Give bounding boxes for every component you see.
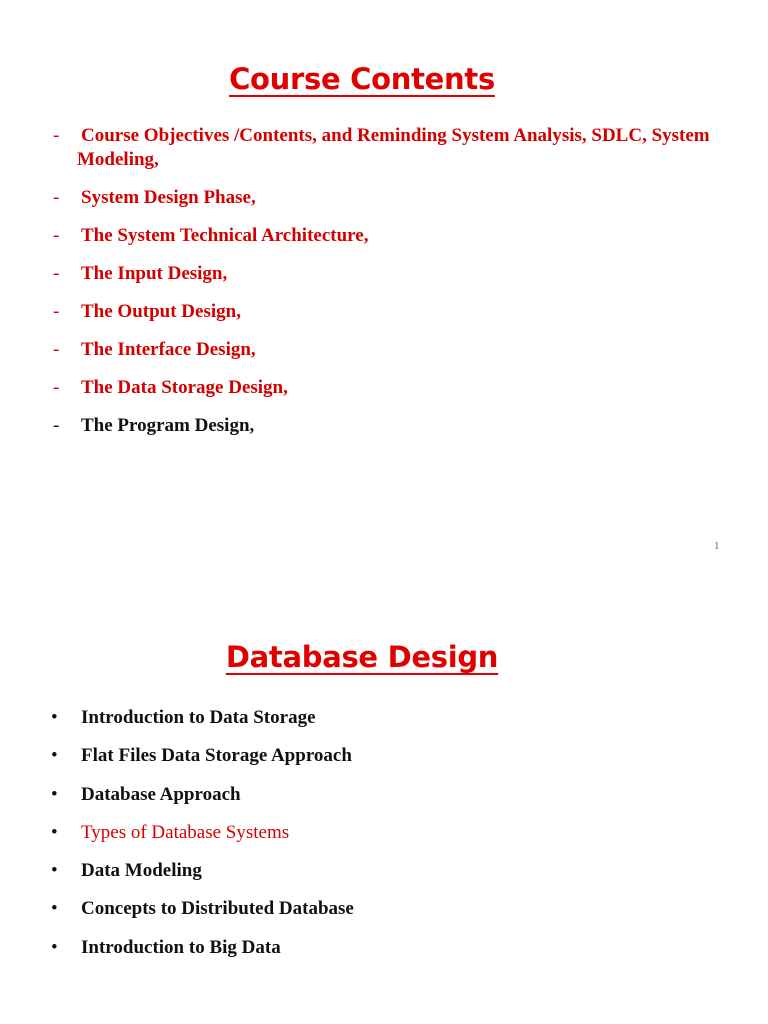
list-item-text: System Design Phase, xyxy=(81,187,256,208)
database-design-list xyxy=(0,706,768,974)
list-item-text: Data Modeling xyxy=(81,860,202,882)
list-item xyxy=(0,859,768,883)
list-item-text: Introduction to Big Data xyxy=(81,936,281,958)
slide-title xyxy=(0,62,724,96)
list-item-text: Types of Database Systems xyxy=(81,821,290,843)
bullet-marker: • xyxy=(51,898,58,920)
list-item xyxy=(0,897,768,921)
title-text: Course Contents xyxy=(229,62,495,96)
list-item-text: The Interface Design, xyxy=(81,339,256,360)
slide-title xyxy=(0,640,724,674)
list-item-text: Course Objectives /Contents, and Reminding System Analysis, SDLC, System Modeling, xyxy=(77,125,710,170)
title-text: Database Design xyxy=(225,640,499,674)
list-item-text: The Program Design, xyxy=(81,415,255,436)
dash-marker: - xyxy=(53,301,60,322)
list-item-text: Flat Files Data Storage Approach xyxy=(81,745,352,767)
list-item-text: Concepts to Distributed Database xyxy=(81,898,354,920)
slide-database-design xyxy=(0,580,768,1024)
list-item xyxy=(0,124,737,172)
list-item xyxy=(0,376,741,400)
list-item xyxy=(0,821,768,845)
list-item xyxy=(0,262,741,286)
bullet-marker: • xyxy=(51,821,58,843)
list-item xyxy=(0,186,741,210)
list-item-text: The System Technical Architecture, xyxy=(81,225,369,246)
list-item xyxy=(0,224,741,248)
dash-marker: - xyxy=(53,263,60,284)
bullet-marker: • xyxy=(51,745,58,767)
list-item xyxy=(0,783,768,807)
list-item xyxy=(0,744,768,768)
list-item xyxy=(0,338,741,362)
list-item xyxy=(0,936,768,960)
list-item-text: The Input Design, xyxy=(81,263,228,284)
list-item-text: Database Approach xyxy=(81,783,241,805)
list-item xyxy=(0,706,768,730)
dash-marker: - xyxy=(53,187,60,208)
list-item-text: Introduction to Data Storage xyxy=(81,707,316,728)
list-item xyxy=(0,300,741,324)
dash-marker: - xyxy=(53,225,60,246)
bullet-marker: • xyxy=(51,936,58,958)
dash-marker: - xyxy=(53,125,60,146)
course-contents-list xyxy=(0,124,768,452)
list-item-text: The Data Storage Design, xyxy=(81,377,288,398)
dash-marker: - xyxy=(53,339,60,360)
bullet-marker: • xyxy=(51,707,58,728)
bullet-marker: • xyxy=(51,860,58,882)
page-number: 1 xyxy=(714,540,720,552)
bullet-marker: • xyxy=(51,783,58,805)
dash-marker: - xyxy=(53,415,60,436)
dash-marker: - xyxy=(53,377,60,398)
list-item-text: The Output Design, xyxy=(81,301,241,322)
list-item xyxy=(0,414,741,438)
